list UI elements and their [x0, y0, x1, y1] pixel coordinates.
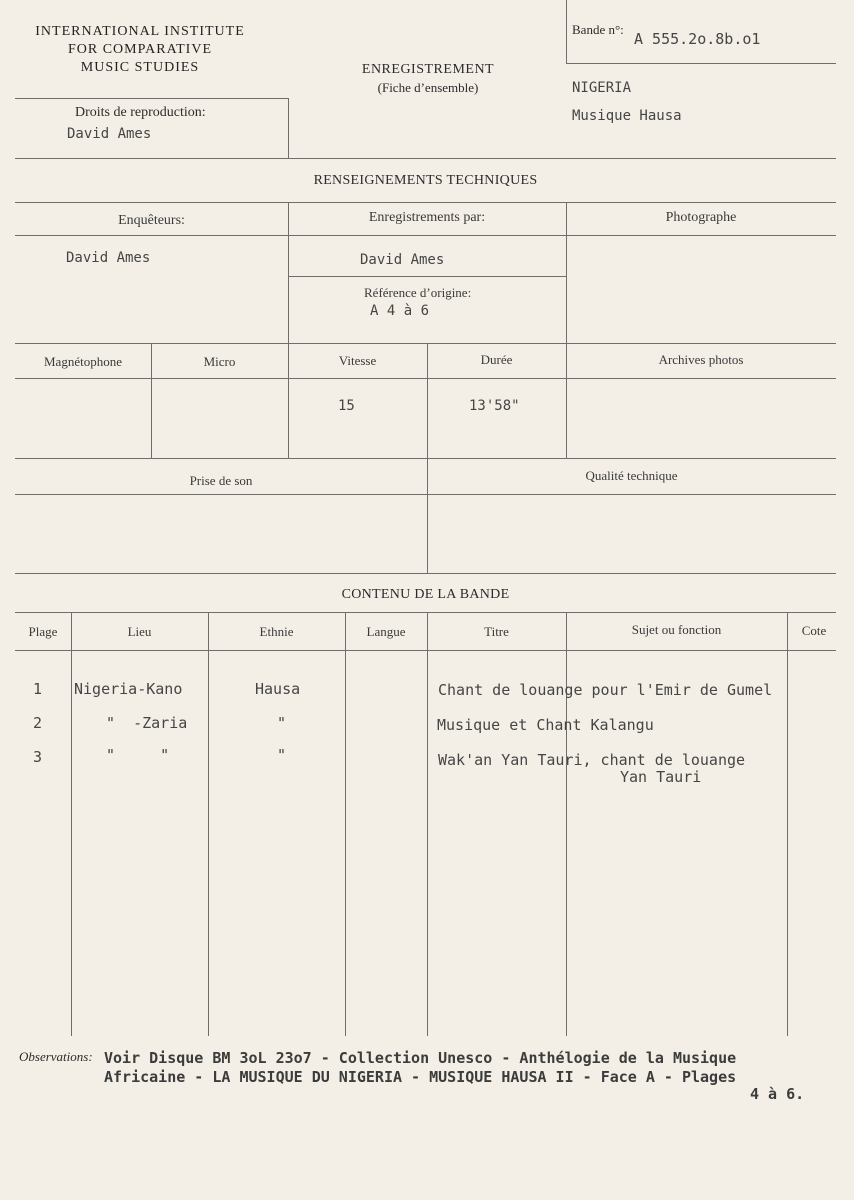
bande-label: Bande n°: — [572, 22, 624, 37]
divider — [15, 612, 836, 613]
bande-value: A 555.2o.8b.o1 — [634, 30, 761, 48]
vitesse-value: 15 — [338, 398, 355, 414]
form-title: ENREGISTREMENT — [361, 62, 495, 77]
divider — [15, 378, 836, 379]
institute-line: MUSIC STUDIES — [80, 60, 200, 75]
column-header-cote: Cote — [801, 623, 827, 638]
titre-cell: Musique et Chant Kalangu — [437, 716, 654, 734]
observations-line: Voir Disque BM 3oL 23o7 - Collection Unesco - Anthélogie de la Musique — [104, 1049, 737, 1067]
column-header-ethnie: Ethnie — [259, 624, 294, 639]
archives-label: Archives photos — [658, 352, 744, 367]
enregistrements-label: Enregistrements par: — [368, 210, 486, 225]
observations-line: Africaine - LA MUSIQUE DU NIGERIA - MUSIQUE HAUSA II - Face A - Plages — [104, 1068, 737, 1086]
column-header-titre: Titre — [484, 624, 509, 639]
institute-line: INTERNATIONAL INSTITUTE — [35, 24, 245, 39]
music-value: Musique Hausa — [572, 108, 682, 124]
duree-label: Durée — [480, 352, 513, 367]
divider — [15, 494, 836, 495]
divider — [288, 98, 289, 158]
titre-cell: Wak'an Yan Tauri, chant de louange — [438, 751, 746, 769]
column-header-plage: Plage — [28, 624, 58, 639]
qualite-label: Qualité technique — [585, 468, 678, 483]
observations-line: 4 à 6. — [750, 1085, 805, 1103]
divider — [15, 343, 836, 344]
prise-label: Prise de son — [189, 473, 253, 488]
reference-value: A 4 à 6 — [370, 303, 430, 319]
enqueteurs-value: David Ames — [66, 250, 151, 266]
column-header-sujet: Sujet ou fonction — [631, 622, 722, 637]
enregistrements-value: David Ames — [360, 252, 445, 268]
titre-cell: Chant de louange pour l'Emir de Gumel — [438, 681, 773, 699]
divider — [427, 612, 428, 1036]
enqueteurs-label: Enquêteurs: — [118, 213, 185, 228]
magnetophone-label: Magnétophone — [44, 354, 122, 369]
country-value: NIGERIA — [572, 80, 632, 96]
plage-cell: 1 — [33, 680, 43, 698]
lieu-cell: " " — [106, 746, 170, 764]
droits-value: David Ames — [67, 126, 152, 142]
divider — [566, 612, 567, 1036]
divider — [15, 650, 836, 651]
titre-cell-line2: Yan Tauri — [620, 768, 702, 786]
institute-line: FOR COMPARATIVE — [67, 42, 212, 57]
divider — [566, 63, 836, 64]
divider — [15, 202, 836, 203]
plage-cell: 2 — [33, 714, 43, 732]
section-title-technique: RENSEIGNEMENTS TECHNIQUES — [313, 173, 538, 188]
lieu-cell: " -Zaria — [106, 714, 188, 732]
observations-label: Observations: — [19, 1049, 93, 1064]
column-header-langue: Langue — [366, 624, 406, 639]
divider — [15, 235, 836, 236]
micro-label: Micro — [203, 354, 236, 369]
ethnie-cell: " — [277, 746, 287, 764]
lieu-cell: Nigeria-Kano — [74, 680, 183, 698]
section-title-contenu: CONTENU DE LA BANDE — [341, 587, 510, 602]
column-header-lieu: Lieu — [127, 624, 152, 639]
divider — [566, 0, 567, 64]
reference-label: Référence d’origine: — [364, 285, 472, 300]
form-subtitle: (Fiche d’ensemble) — [377, 80, 479, 95]
droits-label: Droits de reproduction: — [75, 105, 206, 120]
divider — [15, 458, 836, 459]
divider — [208, 612, 209, 1036]
institute-name — [10, 23, 270, 77]
divider — [15, 573, 836, 574]
vitesse-label: Vitesse — [338, 353, 377, 368]
divider — [345, 612, 346, 1036]
plage-cell: 3 — [33, 748, 43, 766]
duree-value: 13'58" — [469, 398, 520, 414]
divider — [15, 98, 289, 99]
divider — [15, 158, 836, 159]
divider — [787, 612, 788, 1036]
ethnie-cell: " — [277, 714, 287, 732]
photographe-label: Photographe — [665, 210, 737, 225]
divider — [288, 276, 566, 277]
divider — [71, 612, 72, 1036]
ethnie-cell: Hausa — [255, 680, 301, 698]
